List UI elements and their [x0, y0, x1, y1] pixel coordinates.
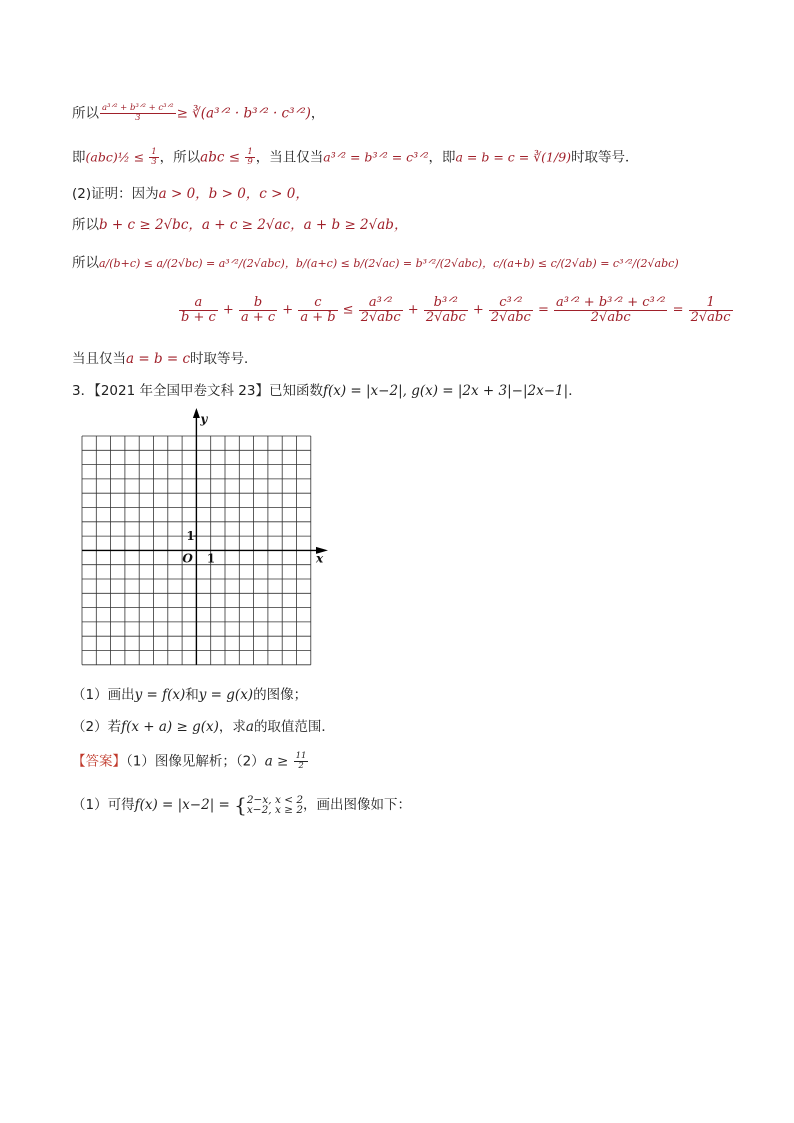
math: f(x) = |x−2| = [134, 797, 235, 813]
fraction [554, 296, 667, 324]
denominator: b + c [181, 309, 216, 325]
text: 所以 [72, 255, 99, 271]
text-prefix: 所以 [72, 105, 99, 122]
question-source: 【2021 年全国甲卷文科 23】 [94, 383, 269, 399]
case-2: x−2, x ≥ 2 [246, 804, 304, 816]
line-1 [72, 104, 324, 123]
text: 的图像； [253, 687, 308, 703]
math: a > 0，b > 0，c > 0， [158, 186, 309, 202]
text: （1）画出 [72, 687, 135, 703]
math: a = b = c = ∛(1/9) [455, 149, 572, 165]
numerator: 11 [295, 751, 307, 761]
origin-label: O [182, 551, 193, 566]
numerator: a³ᐟ² + b³ᐟ² + c³ᐟ² [556, 295, 666, 310]
math: f(x) = |x−2|, g(x) = |2x + 3|−|2x−1| [322, 383, 569, 399]
denominator: a + b [300, 309, 336, 325]
text: 已知函数 [268, 383, 323, 399]
answer-tag: 【答案】 [72, 753, 126, 770]
math: a³ᐟ² = b³ᐟ² = c³ᐟ² [323, 149, 429, 165]
fraction [359, 296, 403, 324]
numerator: 1 [151, 147, 157, 157]
line-3 [72, 185, 309, 203]
fraction [245, 148, 254, 167]
line-5 [72, 254, 679, 273]
denominator: 2 [298, 760, 304, 771]
numerator: a³ᐟ² + b³ᐟ² + c³ᐟ² [102, 103, 174, 113]
fraction [100, 104, 176, 123]
math: b + c ≥ 2√bc，a + c ≥ 2√ac，a + b ≥ 2√ab， [99, 217, 408, 233]
numerator: a [179, 296, 218, 311]
math: a ≥ [264, 753, 293, 770]
math: (abc)½ ≤ [85, 149, 149, 165]
text: （1）图像见解析；（2） [126, 753, 265, 770]
text: 时取等号． [571, 149, 639, 166]
denominator: a + c [240, 309, 276, 325]
subquestion-2 [72, 718, 335, 736]
coordinate-grid [72, 406, 342, 668]
grid-svg [72, 406, 342, 668]
math: c/(a+b) ≤ c/(2√ab) = c³ᐟ²/(2√abc) [493, 257, 679, 270]
question-3 [72, 382, 582, 400]
y-tick-label: 1 [186, 529, 195, 544]
fraction [424, 296, 468, 324]
fraction [294, 752, 309, 771]
line-2 [72, 148, 639, 167]
denominator: 2√abc [690, 309, 731, 325]
line-4 [72, 216, 407, 234]
text: 即 [72, 149, 86, 166]
text: ，画出图像如下： [303, 797, 412, 813]
text: ，即 [428, 149, 456, 166]
denominator: 2√abc [360, 309, 401, 325]
numerator: 1 [689, 296, 733, 311]
denominator: 3 [135, 112, 141, 123]
numerator: 1 [247, 147, 253, 157]
display-equation: $\frac{a}{b + c}$ + $\frac{b}{a + c}$ + $\frac{c}{a + b}$ ≤ $\frac{\text{a³ᐟ²}}{\text{2√abc}}$ + $\frac{\text{b³ᐟ²}}{\text{2√abc}}$ + $\frac{\text{c³ᐟ²}}{\text{2√abc}}$ = $\frac{\text{a³ᐟ² + b³ᐟ² + c³ᐟ²}}{\text{2√abc}}$ = $\frac{1}{\text{2√abc}}$ [181, 295, 731, 325]
solution-line [72, 795, 411, 815]
math: abc ≤ [200, 149, 245, 166]
fraction [489, 296, 533, 324]
fraction [149, 148, 158, 167]
math: y = g(x) [198, 687, 254, 703]
math: b/(a+c) ≤ b/(2√ac) = b³ᐟ²/(2√abc)， [295, 257, 494, 270]
fraction [689, 296, 733, 324]
x-tick-label: 1 [206, 551, 216, 566]
text: 的取值范围． [253, 719, 335, 735]
numerator: b³ᐟ² [424, 296, 468, 311]
math: a/(b+c) ≤ a/(2√bc) = a³ᐟ²/(2√abc)， [99, 257, 296, 270]
punct: ． [568, 383, 582, 399]
fraction [298, 296, 337, 324]
text: 当且仅当 [72, 351, 126, 367]
text: （1）可得 [72, 797, 135, 813]
text: 时取等号． [190, 351, 258, 367]
math: y = f(x) [134, 687, 186, 703]
math-expression: ≥ ∛(a³ᐟ² · b³ᐟ² · c³ᐟ²) [176, 105, 311, 122]
fraction [179, 296, 218, 324]
case-1: 2−x, x < 2 [246, 794, 304, 806]
line-7 [72, 350, 258, 368]
numerator: a³ᐟ² [359, 296, 403, 311]
text: ，求 [218, 719, 246, 735]
numerator: c³ᐟ² [489, 296, 533, 311]
denominator: 2√abc [590, 309, 631, 325]
denominator: 2√abc [490, 309, 531, 325]
brace: { [234, 793, 247, 817]
x-axis-label: x [316, 551, 324, 566]
denominator: 2√abc [425, 309, 466, 325]
text: ，所以 [159, 149, 201, 166]
y-axis-label: y [200, 412, 208, 426]
cases [247, 795, 303, 815]
answer-line [72, 752, 309, 771]
subquestion-1 [72, 686, 307, 704]
punct: ， [310, 105, 325, 122]
text: 和 [185, 687, 199, 703]
question-number: 3． [72, 383, 95, 399]
fraction [239, 296, 277, 324]
y-axis-arrow [193, 408, 200, 418]
denominator: 3 [151, 156, 157, 167]
numerator: b [239, 296, 277, 311]
text: （2）若 [72, 719, 122, 735]
text: 所以 [72, 217, 99, 233]
text: ，当且仅当 [255, 149, 324, 166]
text: (2)证明：因为 [72, 186, 159, 202]
math: a [245, 719, 254, 735]
numerator: c [298, 296, 337, 311]
math: f(x + a) ≥ g(x) [121, 719, 219, 735]
math: a = b = c [126, 351, 191, 367]
denominator: 9 [247, 156, 253, 167]
